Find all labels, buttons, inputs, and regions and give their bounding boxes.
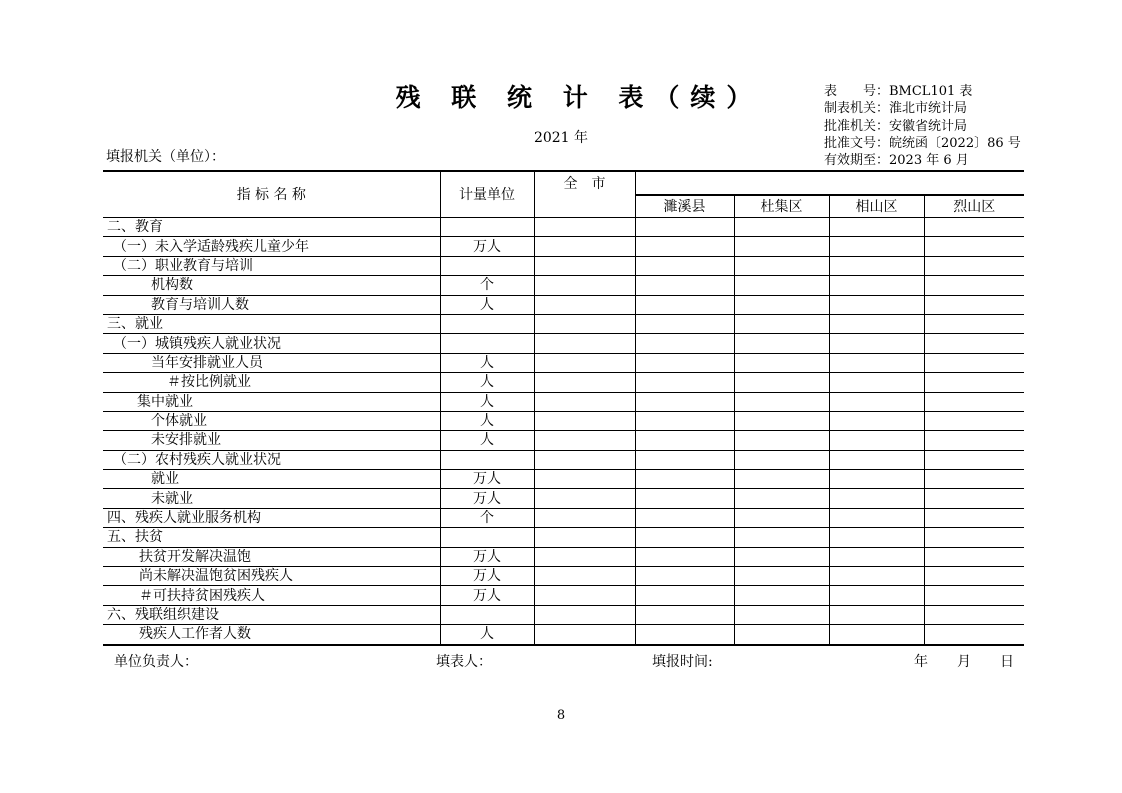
cell[interactable]: [734, 353, 829, 372]
cell[interactable]: [829, 353, 924, 372]
report-title: 残 联 统 计 表（续）: [395, 83, 763, 112]
table-row: [103, 605, 1024, 624]
cell[interactable]: [635, 528, 734, 547]
row-name: （二）职业教育与培训: [103, 256, 440, 275]
table-row: [103, 256, 1024, 275]
cell[interactable]: [635, 218, 734, 237]
cell[interactable]: [734, 450, 829, 469]
cell[interactable]: [635, 295, 734, 314]
cell[interactable]: [924, 256, 1024, 275]
cell[interactable]: [534, 431, 635, 450]
reporting-unit-label: 填报机关（单位）：: [106, 149, 225, 165]
issuing-authority: 制表机关：淮北市统计局: [824, 101, 968, 117]
header-region-lieshan: 烈山区: [924, 195, 1024, 218]
header-city-lower: [534, 195, 635, 218]
cell[interactable]: [829, 373, 924, 392]
table-row: [103, 528, 1024, 547]
cell[interactable]: [924, 470, 1024, 489]
report-year: 2021 年: [533, 130, 589, 146]
table-row: [103, 470, 1024, 489]
cell[interactable]: [534, 586, 635, 605]
cell[interactable]: [829, 605, 924, 624]
cell[interactable]: [829, 547, 924, 566]
cell[interactable]: [734, 528, 829, 547]
row-unit: 万人: [440, 489, 534, 508]
row-name: 个体就业: [103, 411, 440, 430]
table-row: [103, 314, 1024, 333]
cell[interactable]: [829, 450, 924, 469]
header-city: 全 市: [534, 171, 635, 195]
cell[interactable]: [829, 218, 924, 237]
table-row: [103, 431, 1024, 450]
cell[interactable]: [534, 605, 635, 624]
row-unit: 人: [440, 392, 534, 411]
cell[interactable]: [734, 295, 829, 314]
row-unit: 人: [440, 625, 534, 645]
table-row: [103, 411, 1024, 430]
cell[interactable]: [635, 411, 734, 430]
cell[interactable]: [534, 528, 635, 547]
row-name: ＃可扶持贫困残疾人: [103, 586, 440, 605]
cell[interactable]: [924, 547, 1024, 566]
date-year-label: 年: [914, 654, 928, 670]
cell[interactable]: [924, 373, 1024, 392]
cell[interactable]: [635, 586, 734, 605]
row-unit: 万人: [440, 237, 534, 256]
cell[interactable]: [534, 218, 635, 237]
cell[interactable]: [924, 431, 1024, 450]
table-row: [103, 392, 1024, 411]
row-name: 当年安排就业人员: [103, 353, 440, 372]
page-number: 8: [556, 708, 566, 723]
header-indicator: 指 标 名 称: [103, 171, 440, 218]
row-unit: 人: [440, 353, 534, 372]
cell[interactable]: [534, 314, 635, 333]
cell[interactable]: [534, 625, 635, 645]
cell[interactable]: [635, 450, 734, 469]
table-row: [103, 450, 1024, 469]
cell[interactable]: [829, 508, 924, 527]
table-row: [103, 295, 1024, 314]
cell[interactable]: [829, 295, 924, 314]
cell[interactable]: [534, 489, 635, 508]
cell[interactable]: [534, 334, 635, 353]
row-name: （一）城镇残疾人就业状况: [103, 334, 440, 353]
cell[interactable]: [829, 489, 924, 508]
cell[interactable]: [924, 218, 1024, 237]
statistics-table: [103, 170, 1024, 646]
cell[interactable]: [734, 586, 829, 605]
cell[interactable]: [829, 431, 924, 450]
cell[interactable]: [924, 411, 1024, 430]
cell[interactable]: [734, 547, 829, 566]
row-name: 教育与培训人数: [103, 295, 440, 314]
table-row: [103, 237, 1024, 256]
table-row: [103, 276, 1024, 295]
cell[interactable]: [534, 392, 635, 411]
cell[interactable]: [635, 334, 734, 353]
table-row: [103, 547, 1024, 566]
row-name: ＃按比例就业: [103, 373, 440, 392]
row-name: 二、教育: [103, 218, 440, 237]
cell[interactable]: [534, 373, 635, 392]
row-unit: 人: [440, 373, 534, 392]
cell[interactable]: [734, 567, 829, 586]
cell[interactable]: [829, 392, 924, 411]
cell[interactable]: [829, 586, 924, 605]
cell[interactable]: [734, 625, 829, 645]
table-row: [103, 625, 1024, 645]
cell[interactable]: [924, 295, 1024, 314]
header-region-group: [635, 171, 1024, 195]
cell[interactable]: [924, 567, 1024, 586]
row-unit: 个: [440, 276, 534, 295]
cell[interactable]: [734, 411, 829, 430]
table-row: [103, 489, 1024, 508]
cell[interactable]: [635, 373, 734, 392]
cell[interactable]: [534, 237, 635, 256]
table-row: [103, 353, 1024, 372]
fill-time-label: 填报时间:: [652, 654, 713, 670]
cell[interactable]: [534, 411, 635, 430]
row-unit: 人: [440, 431, 534, 450]
cell[interactable]: [924, 586, 1024, 605]
cell[interactable]: [924, 334, 1024, 353]
row-unit: 万人: [440, 547, 534, 566]
cell[interactable]: [635, 470, 734, 489]
cell[interactable]: [829, 528, 924, 547]
row-name: 就业: [103, 470, 440, 489]
cell[interactable]: [534, 470, 635, 489]
row-name: 集中就业: [103, 392, 440, 411]
table-row: [103, 334, 1024, 353]
cell[interactable]: [924, 314, 1024, 333]
unit-leader-label: 单位负责人：: [114, 654, 198, 670]
row-unit: [440, 450, 534, 469]
cell[interactable]: [734, 334, 829, 353]
cell[interactable]: [534, 508, 635, 527]
row-unit: [440, 334, 534, 353]
cell[interactable]: [534, 547, 635, 566]
cell[interactable]: [734, 605, 829, 624]
table-row: [103, 508, 1024, 527]
cell[interactable]: [635, 567, 734, 586]
cell[interactable]: [635, 256, 734, 275]
cell[interactable]: [635, 431, 734, 450]
row-name: 机构数: [103, 276, 440, 295]
table-row: [103, 586, 1024, 605]
cell[interactable]: [534, 567, 635, 586]
row-unit: [440, 605, 534, 624]
row-name: （一）未入学适龄残疾儿童少年: [103, 237, 440, 256]
cell[interactable]: [924, 276, 1024, 295]
cell[interactable]: [635, 353, 734, 372]
cell[interactable]: [734, 218, 829, 237]
cell[interactable]: [924, 528, 1024, 547]
row-unit: [440, 314, 534, 333]
header-region-xiangshan: 相山区: [829, 195, 924, 218]
header-region-suixi: 濉溪县: [635, 195, 734, 218]
cell[interactable]: [635, 237, 734, 256]
row-name: 六、残联组织建设: [103, 605, 440, 624]
table-row: [103, 218, 1024, 237]
header-region-duji: 杜集区: [734, 195, 829, 218]
row-unit: 万人: [440, 586, 534, 605]
cell[interactable]: [829, 470, 924, 489]
row-unit: 万人: [440, 470, 534, 489]
cell[interactable]: [734, 276, 829, 295]
cell[interactable]: [534, 450, 635, 469]
row-unit: 万人: [440, 567, 534, 586]
cell[interactable]: [829, 256, 924, 275]
cell[interactable]: [924, 625, 1024, 645]
row-name: 五、扶贫: [103, 528, 440, 547]
row-name: 扶贫开发解决温饱: [103, 547, 440, 566]
row-unit: [440, 218, 534, 237]
cell[interactable]: [829, 237, 924, 256]
row-name: 未安排就业: [103, 431, 440, 450]
form-number: 表 号：BMCL101 表: [824, 84, 973, 99]
row-unit: 人: [440, 295, 534, 314]
cell[interactable]: [829, 567, 924, 586]
approval-document-number: 批准文号：皖统函〔2022〕86 号: [824, 135, 1021, 151]
cell[interactable]: [534, 295, 635, 314]
cell[interactable]: [534, 256, 635, 275]
cell[interactable]: [829, 276, 924, 295]
row-name: 尚未解决温饱贫困残疾人: [103, 567, 440, 586]
row-name: （二）农村残疾人就业状况: [103, 450, 440, 469]
cell[interactable]: [734, 237, 829, 256]
cell[interactable]: [924, 605, 1024, 624]
table-row: [103, 567, 1024, 586]
form-filler-label: 填表人：: [436, 654, 492, 670]
cell[interactable]: [734, 256, 829, 275]
row-unit: 人: [440, 411, 534, 430]
row-name: 三、就业: [103, 314, 440, 333]
cell[interactable]: [734, 489, 829, 508]
cell[interactable]: [924, 489, 1024, 508]
cell[interactable]: [924, 353, 1024, 372]
date-month-label: 月: [957, 654, 971, 670]
header-unit: 计量单位: [440, 171, 534, 218]
cell[interactable]: [534, 276, 635, 295]
cell[interactable]: [635, 547, 734, 566]
row-unit: [440, 528, 534, 547]
cell[interactable]: [924, 392, 1024, 411]
row-name: 未就业: [103, 489, 440, 508]
cell[interactable]: [635, 605, 734, 624]
cell[interactable]: [734, 508, 829, 527]
cell[interactable]: [734, 470, 829, 489]
cell[interactable]: [635, 392, 734, 411]
approving-authority: 批准机关：安徽省统计局: [824, 118, 968, 134]
cell[interactable]: [635, 314, 734, 333]
date-day-label: 日: [1000, 654, 1014, 670]
cell[interactable]: [734, 373, 829, 392]
cell[interactable]: [829, 625, 924, 645]
cell[interactable]: [534, 353, 635, 372]
cell[interactable]: [924, 450, 1024, 469]
cell[interactable]: [734, 314, 829, 333]
header-row: [103, 171, 1024, 195]
cell[interactable]: [635, 276, 734, 295]
table-row: [103, 373, 1024, 392]
cell[interactable]: [635, 489, 734, 508]
cell[interactable]: [734, 392, 829, 411]
cell[interactable]: [635, 508, 734, 527]
valid-until: 有效期至：2023 年 6 月: [824, 153, 969, 169]
cell[interactable]: [829, 314, 924, 333]
cell[interactable]: [924, 508, 1024, 527]
cell[interactable]: [829, 334, 924, 353]
row-name: 四、残疾人就业服务机构: [103, 508, 440, 527]
row-unit: 个: [440, 508, 534, 527]
form-meta: [824, 83, 1021, 169]
cell[interactable]: [829, 411, 924, 430]
cell[interactable]: [734, 431, 829, 450]
row-unit: [440, 256, 534, 275]
row-name: 残疾人工作者人数: [103, 625, 440, 645]
cell[interactable]: [924, 237, 1024, 256]
cell[interactable]: [635, 625, 734, 645]
